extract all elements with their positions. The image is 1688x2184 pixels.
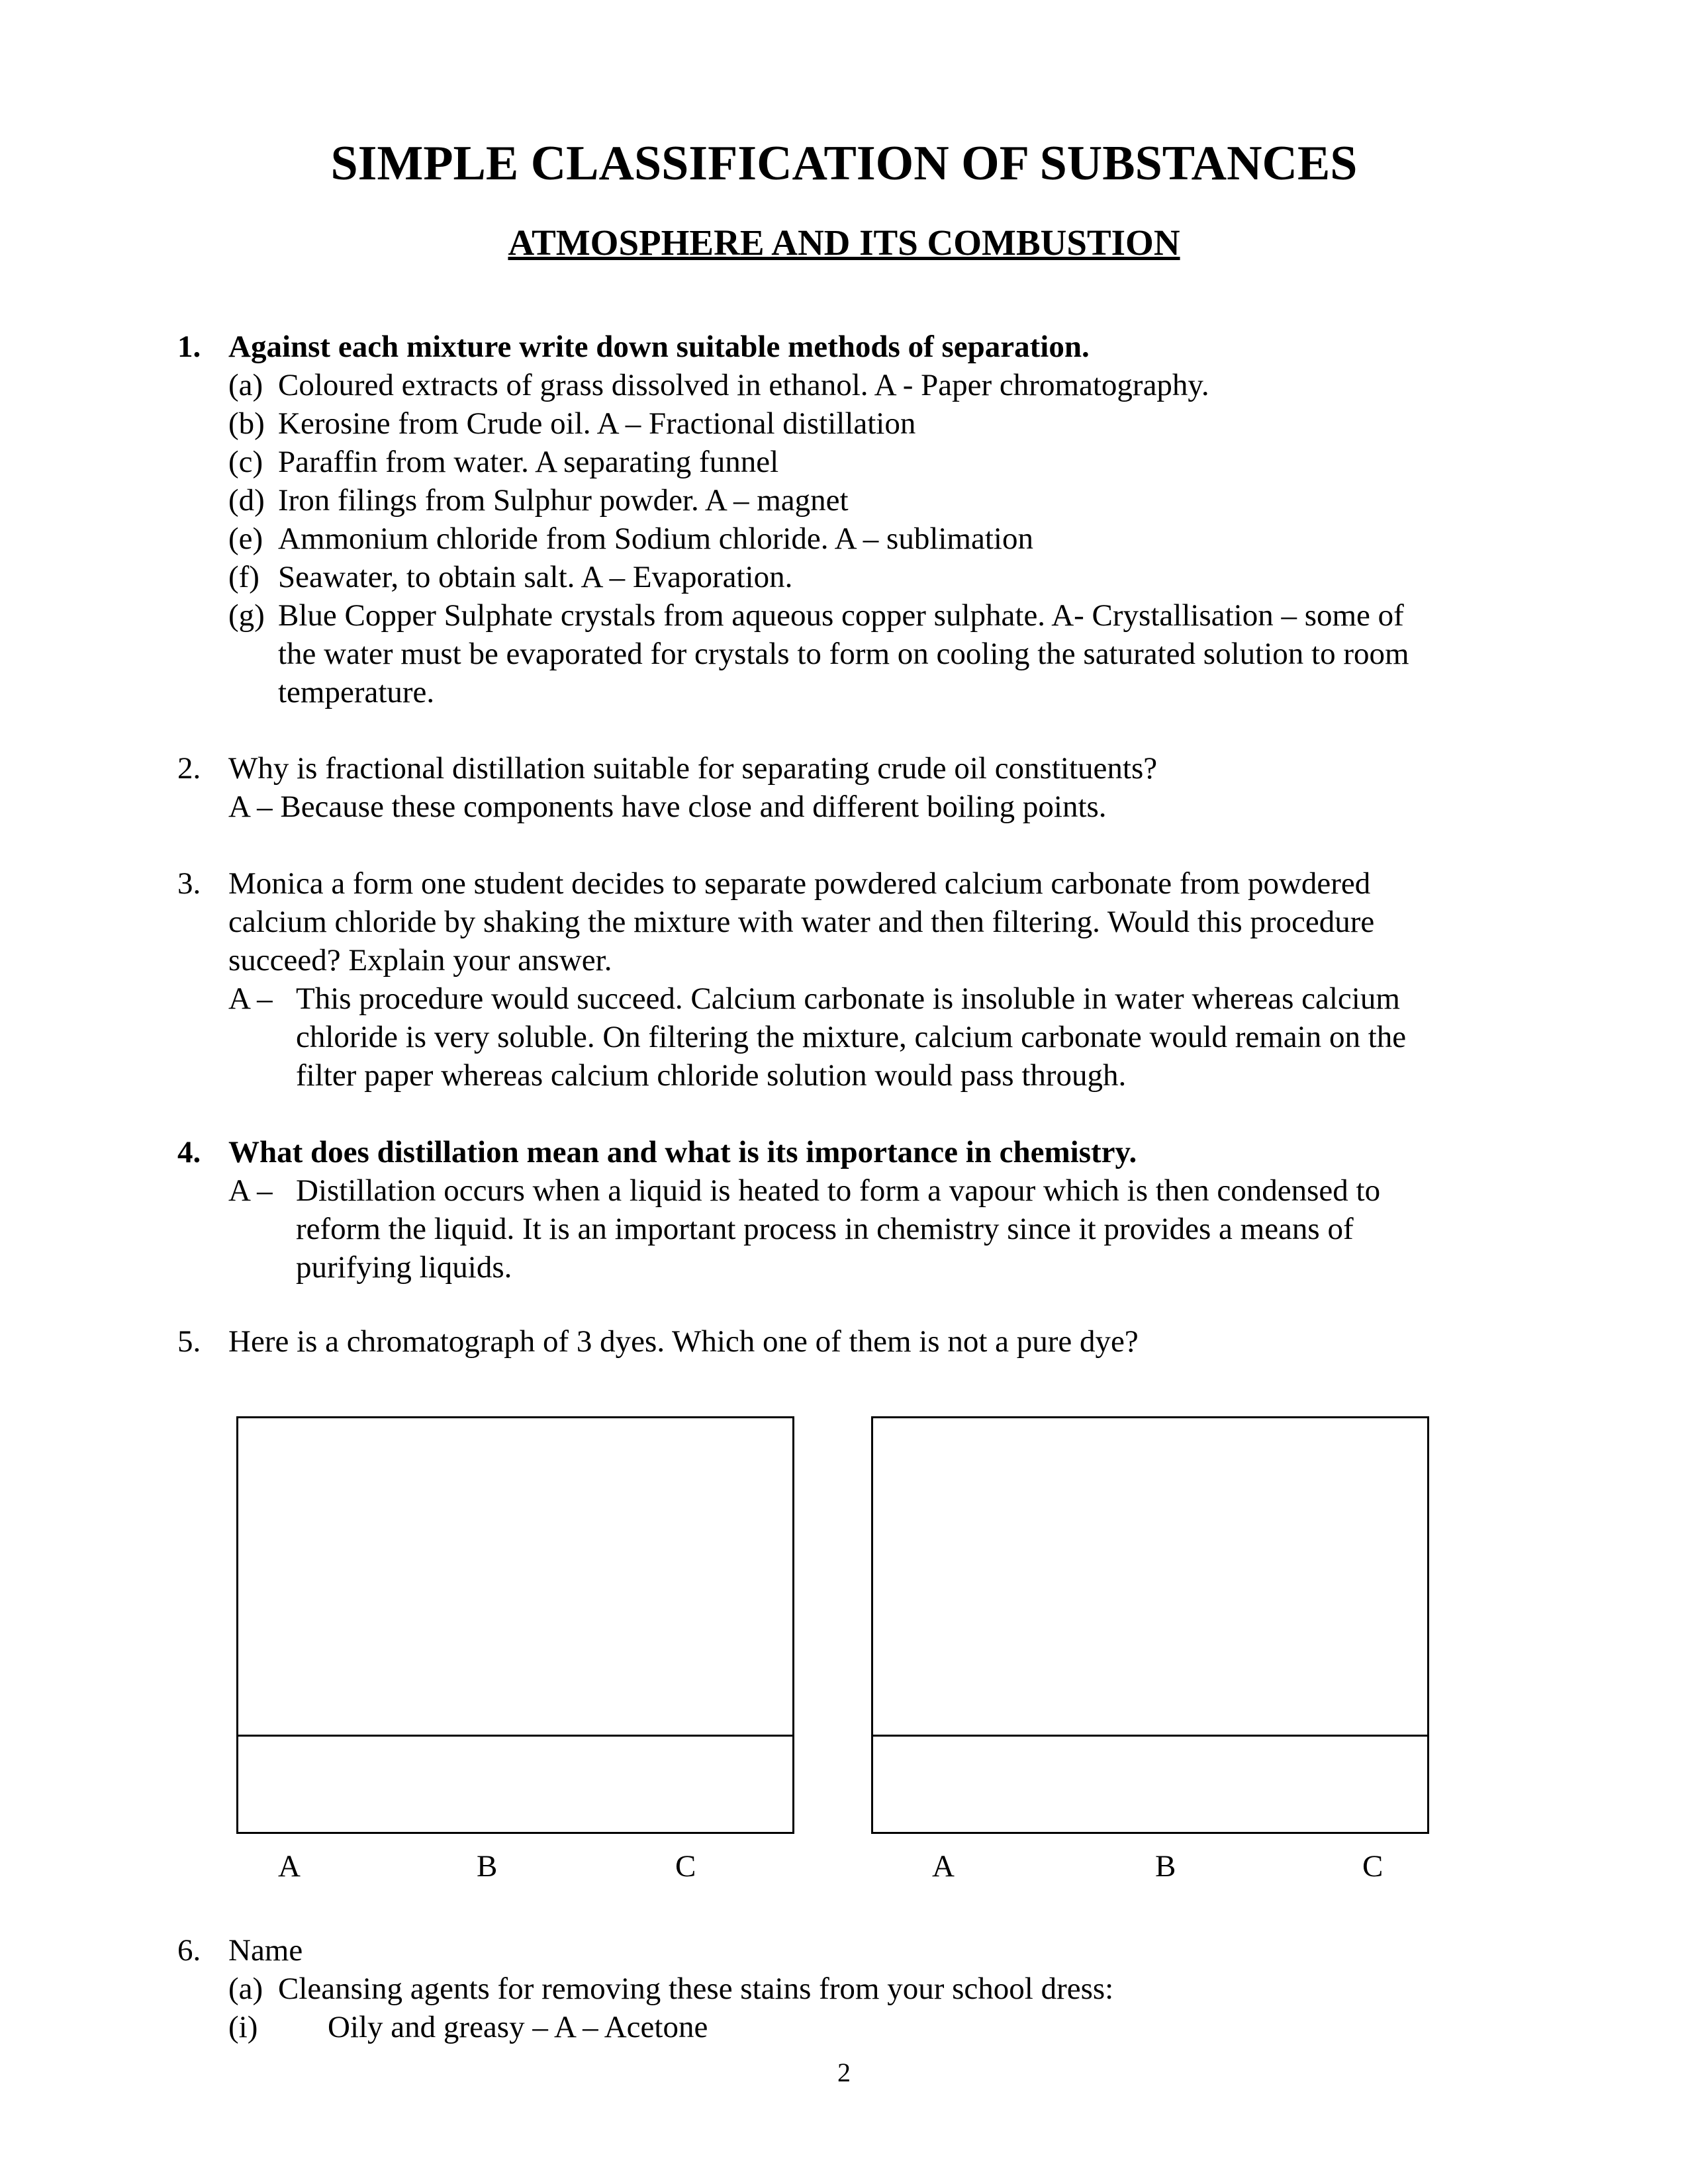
q6-a-text: Cleansing agents for removing these stains from your school dress: (278, 1972, 1114, 2006)
q1-f-text: Seawater, to obtain salt. A – Evaporation. (278, 560, 793, 594)
q3-answer-prefix: A – (228, 981, 273, 1016)
right-label-c: C (1362, 1849, 1383, 1884)
q1-d-label: (d) (228, 483, 265, 518)
chromatogram-left-baseline (238, 1735, 792, 1737)
q5-number: 5. (177, 1324, 201, 1359)
q4-question: What does distillation mean and what is its importance in chemistry. (228, 1135, 1137, 1169)
q4-number: 4. (177, 1135, 201, 1169)
left-label-b: B (477, 1849, 498, 1884)
q6-number: 6. (177, 1933, 201, 1968)
q2-answer: A – Because these components have close and different boiling points. (228, 790, 1107, 824)
q3-line1: Monica a form one student decides to separate powdered calcium carbonate from powdered (228, 866, 1371, 901)
left-label-c: C (675, 1849, 696, 1884)
q6-i-text: Oily and greasy – A – Acetone (328, 2010, 708, 2044)
q4-answer-line3: purifying liquids. (296, 1250, 512, 1285)
right-label-a: A (932, 1849, 955, 1884)
q2-question: Why is fractional distillation suitable for separating crude oil constituents? (228, 751, 1158, 786)
q3-line3: succeed? Explain your answer. (228, 943, 612, 978)
q6-a-label: (a) (228, 1972, 263, 2006)
q1-g-line2: the water must be evaporated for crystals to form on cooling the saturated solution to room (278, 637, 1409, 671)
q1-a-label: (a) (228, 368, 263, 402)
q3-answer-line2: chloride is very soluble. On filtering the mixture, calcium carbonate would remain on the (296, 1020, 1407, 1054)
q6-question: Name (228, 1933, 303, 1968)
chromatogram-right (871, 1416, 1429, 1834)
page-subtitle: ATMOSPHERE AND ITS COMBUSTION (508, 222, 1180, 263)
left-label-a: A (278, 1849, 301, 1884)
q1-f-label: (f) (228, 560, 259, 594)
q4-answer-line1: Distillation occurs when a liquid is heated to form a vapour which is then condensed to (296, 1173, 1381, 1208)
q2-number: 2. (177, 751, 201, 786)
right-label-b: B (1155, 1849, 1176, 1884)
q1-b-label: (b) (228, 406, 265, 441)
q1-number: 1. (177, 330, 201, 364)
q1-c-text: Paraffin from water. A separating funnel (278, 445, 779, 479)
q5-question: Here is a chromatograph of 3 dyes. Which one of them is not a pure dye? (228, 1324, 1139, 1359)
q1-c-label: (c) (228, 445, 263, 479)
q1-question: Against each mixture write down suitable methods of separation. (228, 330, 1090, 364)
q1-g-line3: temperature. (278, 675, 435, 709)
q1-e-label: (e) (228, 522, 263, 556)
q3-number: 3. (177, 866, 201, 901)
q1-b-text: Kerosine from Crude oil. A – Fractional distillation (278, 406, 916, 441)
q1-g-line1: Blue Copper Sulphate crystals from aqueous copper sulphate. A- Crystallisation – some of (278, 598, 1404, 633)
q1-e-text: Ammonium chloride from Sodium chloride. A – sublimation (278, 522, 1033, 556)
q3-answer-line1: This procedure would succeed. Calcium carbonate is insoluble in water whereas calcium (296, 981, 1400, 1016)
page-title: SIMPLE CLASSIFICATION OF SUBSTANCES (330, 136, 1358, 191)
q3-answer-line3: filter paper whereas calcium chloride solution would pass through. (296, 1058, 1127, 1093)
q1-a-text: Coloured extracts of grass dissolved in ethanol. A - Paper chromatography. (278, 368, 1209, 402)
q1-d-text: Iron filings from Sulphur powder. A – magnet (278, 483, 849, 518)
page-number: 2 (837, 2058, 851, 2087)
q4-answer-line2: reform the liquid. It is an important process in chemistry since it provides a means of (296, 1212, 1354, 1246)
q3-line2: calcium chloride by shaking the mixture with water and then filtering. Would this procedure (228, 905, 1375, 939)
q6-i-label: (i) (228, 2010, 258, 2044)
q1-g-label: (g) (228, 598, 265, 633)
q4-answer-prefix: A – (228, 1173, 273, 1208)
chromatogram-right-baseline (873, 1735, 1427, 1737)
chromatogram-left (236, 1416, 794, 1834)
